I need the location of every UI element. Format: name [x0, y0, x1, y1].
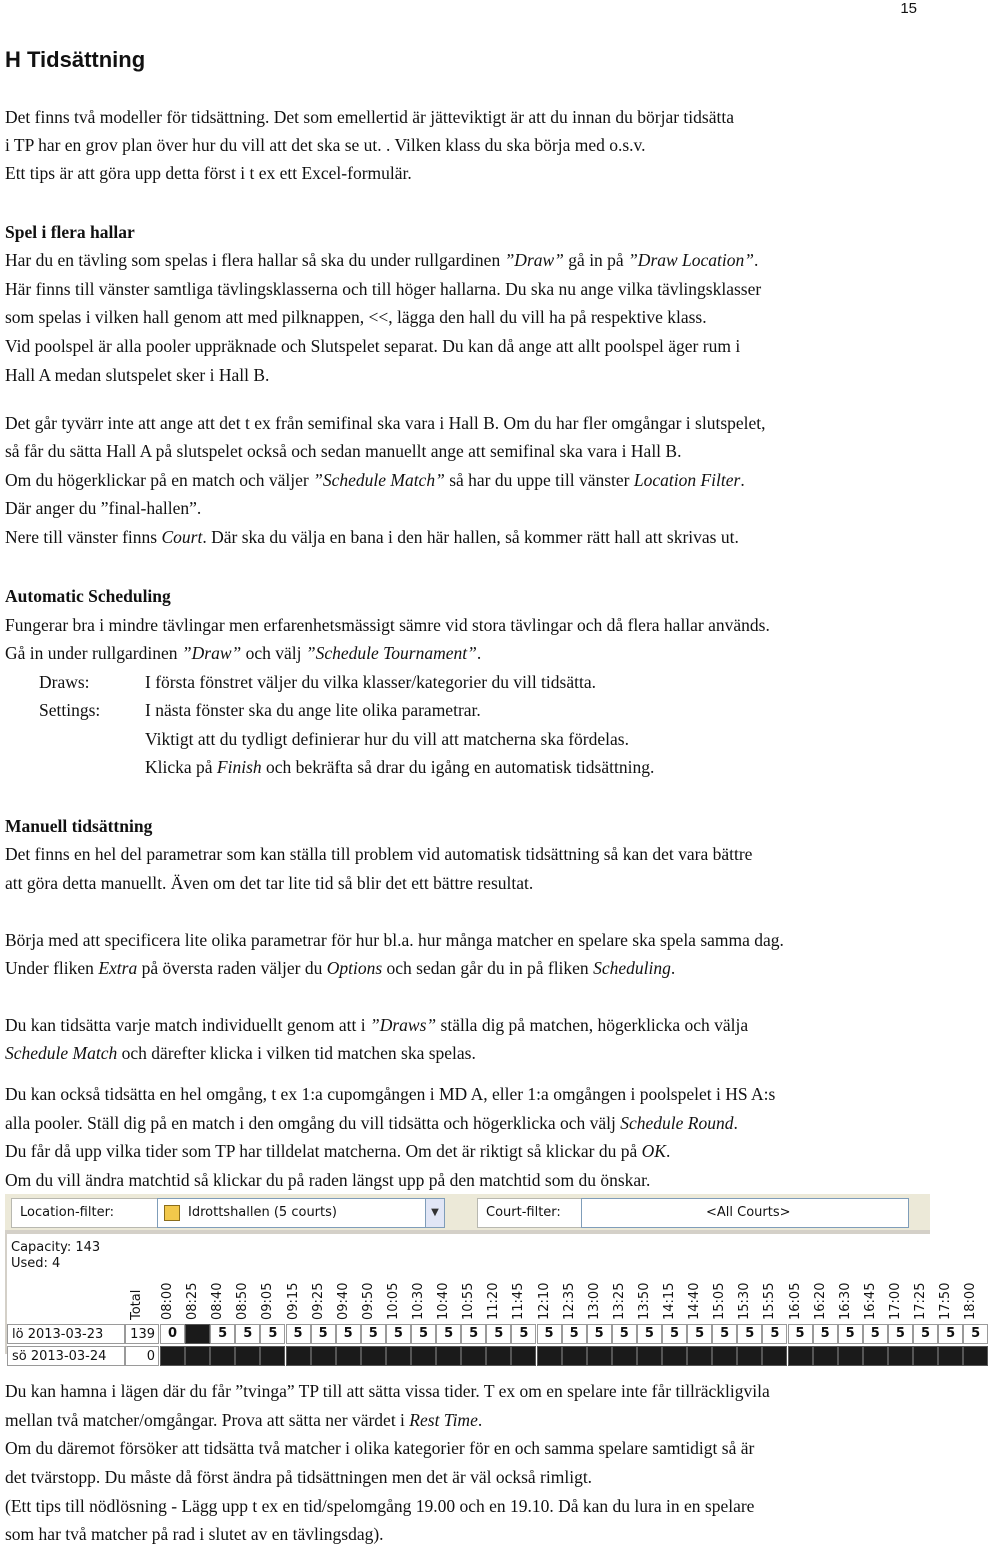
schedule-screenshot — [5, 1194, 981, 1364]
court-filter-value: <All Courts> — [706, 1205, 791, 1220]
location-filter-select[interactable] — [157, 1198, 445, 1228]
time-slot-header[interactable]: 13:00 — [586, 1282, 602, 1320]
paragraph-line: Hall A medan slutspelet sker i Hall B. — [5, 365, 270, 385]
time-slot-header[interactable]: 16:20 — [812, 1282, 828, 1320]
slot-cell[interactable] — [386, 1346, 411, 1366]
draws-tag: Draws: — [39, 672, 90, 692]
slot-cell[interactable] — [486, 1346, 511, 1366]
slot-cell[interactable]: 5 — [712, 1324, 737, 1344]
paragraph-line: Där anger du ”final-hallen”. — [5, 498, 202, 518]
time-slot-header[interactable]: 17:25 — [913, 1282, 928, 1320]
slot-cell[interactable]: 5 — [888, 1324, 913, 1344]
slot-cell[interactable]: 5 — [863, 1324, 888, 1344]
slot-cell[interactable]: 5 — [963, 1324, 988, 1344]
slot-cell[interactable] — [210, 1346, 235, 1366]
court-filter-select[interactable] — [581, 1198, 909, 1228]
court-filter-label: Court-filter: — [477, 1198, 595, 1228]
time-slot-header[interactable]: 10:40 — [436, 1282, 452, 1320]
slot-cell[interactable]: 5 — [511, 1324, 536, 1344]
time-slot-header[interactable]: 18:00 — [963, 1282, 979, 1320]
slot-cell[interactable]: 5 — [737, 1324, 762, 1344]
slot-cell[interactable]: 5 — [336, 1324, 361, 1344]
section-heading-automatic: Automatic Scheduling — [5, 586, 171, 606]
page-number: 15 — [900, 0, 917, 17]
time-slot-header[interactable]: 17:50 — [938, 1282, 954, 1320]
paragraph-line: Om du däremot försöker att tidsätta två matcher i olika kategorier för en och samma spelare samtidigt så är — [5, 1438, 755, 1458]
time-slot-header[interactable]: 16:30 — [837, 1282, 853, 1320]
paragraph-line: att göra detta manuellt. Även om det tar lite tid så blir det ett bättre resultat. — [5, 873, 534, 893]
time-slot-header[interactable]: 12:35 — [561, 1282, 577, 1320]
paragraph-line: (Ett tips till nödlösning - Lägg upp t ex en tid/spelomgång 19.00 och en 19.10. Då kan du lura in en spelare — [5, 1496, 755, 1516]
capacity-text: Capacity: 143 — [11, 1240, 101, 1255]
location-filter-label: Location-filter: — [11, 1198, 161, 1228]
slot-cell[interactable] — [637, 1346, 662, 1366]
slot-cell[interactable] — [411, 1346, 436, 1366]
slot-cell[interactable] — [938, 1346, 963, 1366]
slot-cell[interactable]: 5 — [587, 1324, 612, 1344]
intro-line-1: Det finns två modeller för tidsättning. Det som emellertid är jätteviktigt är att du innan du börjar tidsätta — [5, 107, 734, 127]
paragraph-line: Under fliken Extra på översta raden väljer du Options och sedan går du in på fliken Scheduling. — [5, 958, 676, 978]
slot-cell[interactable]: 5 — [637, 1324, 662, 1344]
paragraph-line: Vid poolspel är alla pooler uppräknade och Slutspelet separat. Du kan då ange att allt poolspel äger rum i — [5, 336, 741, 356]
time-slot-header[interactable]: 15:30 — [737, 1282, 753, 1320]
slot-cell[interactable] — [788, 1346, 813, 1366]
page-title: H Tidsättning — [5, 47, 146, 72]
paragraph-line: Gå in under rullgardinen ”Draw” och välj ”Schedule Tournament”. — [5, 643, 482, 663]
slot-cell[interactable] — [863, 1346, 888, 1366]
slot-cell[interactable]: 5 — [286, 1324, 311, 1344]
slot-cell[interactable] — [762, 1346, 787, 1366]
schedule-grid — [7, 1234, 981, 1364]
slot-cell[interactable]: 5 — [411, 1324, 436, 1344]
paragraph-line: Här finns till vänster samtliga tävlingsklasserna och till höger hallarna. Du ska nu ange vilka tävlingsklasser — [5, 279, 762, 299]
slot-cell[interactable] — [813, 1346, 838, 1366]
slot-cell[interactable]: 5 — [260, 1324, 285, 1344]
paragraph-line: Fungerar bra i mindre tävlingar men erfarenhetsmässigt sämre vid stora tävlingar och då flera hallar används. — [5, 615, 770, 635]
paragraph-line: alla pooler. Ställ dig på en match i den omgång du vill tidsätta och högerklicka och välj Schedule Round. — [5, 1113, 738, 1133]
slot-cell[interactable] — [587, 1346, 612, 1366]
slot-cell[interactable] — [160, 1346, 185, 1366]
settings-tag: Settings: — [39, 700, 101, 720]
slot-cell[interactable]: 5 — [838, 1324, 863, 1344]
time-slot-header[interactable]: 10:05 — [385, 1282, 401, 1320]
time-slot-header[interactable]: 09:05 — [260, 1282, 276, 1320]
slot-cell[interactable]: 5 — [361, 1324, 386, 1344]
slot-cell[interactable] — [888, 1346, 913, 1366]
slot-cell[interactable]: 5 — [486, 1324, 511, 1344]
slot-cell[interactable] — [286, 1346, 311, 1366]
slot-cell[interactable] — [662, 1346, 687, 1366]
location-filter-value: Idrottshallen (5 courts) — [188, 1205, 337, 1220]
slot-cell[interactable]: 5 — [436, 1324, 461, 1344]
slot-cell[interactable] — [311, 1346, 336, 1366]
time-slot-header[interactable]: 11:20 — [486, 1282, 502, 1320]
section-heading-manual: Manuell tidsättning — [5, 816, 153, 836]
time-slot-header[interactable]: 09:15 — [285, 1282, 301, 1320]
paragraph-line: mellan två matcher/omgångar. Prova att sätta ner värdet i Rest Time. — [5, 1410, 483, 1430]
capacity-info — [11, 1240, 100, 1272]
time-slot-header[interactable]: 17:00 — [887, 1282, 903, 1320]
time-slot-header[interactable]: 16:45 — [862, 1282, 878, 1320]
slot-cell[interactable] — [838, 1346, 863, 1366]
time-slot-header[interactable]: 13:50 — [636, 1282, 652, 1320]
paragraph-line: Om du vill ändra matchtid så klickar du på raden längst upp på den matchtid som du önskar. — [5, 1170, 651, 1190]
paragraph-line: Du kan också tidsätta en hel omgång, t ex 1:a cupomgången i MD A, eller 1:a omgången i poolspelet i HS A:s — [5, 1084, 776, 1104]
slot-cell[interactable] — [537, 1346, 562, 1366]
slot-cell[interactable] — [336, 1346, 361, 1366]
paragraph-line: Om du högerklickar på en match och väljer ”Schedule Match” så har du uppe till vänster Location Filter. — [5, 470, 745, 490]
slot-cell[interactable] — [361, 1346, 386, 1366]
date-row-label[interactable]: lö 2013-03-23 — [7, 1324, 125, 1344]
paragraph-line: Nere till vänster finns Court. Där ska du välja en bana i den här hallen, så kommer rätt hall att skrivas ut. — [5, 527, 739, 547]
time-slot-header[interactable]: 13:25 — [611, 1282, 627, 1320]
time-slot-header[interactable]: 08:50 — [235, 1282, 251, 1320]
slot-cell[interactable] — [963, 1346, 988, 1366]
slot-cell[interactable] — [235, 1346, 260, 1366]
slot-cell[interactable] — [185, 1324, 210, 1344]
time-slot-header[interactable]: 15:05 — [712, 1282, 728, 1320]
paragraph-line: som har två matcher på rad i slutet av en tävlingsdag). — [5, 1524, 384, 1544]
time-slot-header[interactable]: 12:10 — [536, 1282, 552, 1320]
time-slot-header[interactable]: 09:40 — [335, 1282, 351, 1320]
slot-cell[interactable] — [913, 1346, 938, 1366]
paragraph-line: Du kan tidsätta varje match individuellt genom att i ”Draws” ställa dig på matchen, högerklicka och välja — [5, 1015, 749, 1035]
paragraph-line: som spelas i vilken hall genom att med pilknappen, <<, lägga den hall du vill ha på respektive klass. — [5, 307, 707, 327]
slot-cell[interactable]: 5 — [687, 1324, 712, 1344]
time-slot-header[interactable]: 08:40 — [210, 1282, 226, 1320]
filter-bar — [5, 1194, 930, 1230]
slot-cell[interactable]: 5 — [210, 1324, 235, 1344]
time-slot-header[interactable]: 08:25 — [185, 1282, 201, 1320]
total-header: Total — [129, 1289, 144, 1320]
time-slot-header[interactable]: 09:50 — [360, 1282, 376, 1320]
paragraph-line: Det går tyvärr inte att ange att det t ex från semifinal ska vara i Hall B. Om du har fler omgångar i slutspelet, — [5, 413, 766, 433]
slot-cell[interactable]: 0 — [160, 1324, 185, 1344]
time-slot-header[interactable]: 10:55 — [461, 1282, 477, 1320]
time-slot-header[interactable]: 08:00 — [160, 1282, 175, 1320]
slot-cell[interactable]: 5 — [537, 1324, 562, 1344]
paragraph-line: Klicka på Finish och bekräfta så drar du igång en automatisk tidsättning. — [145, 757, 655, 777]
paragraph-line: Schedule Match och därefter klicka i vilken tid matchen ska spelas. — [5, 1043, 476, 1063]
slot-cell[interactable]: 5 — [311, 1324, 336, 1344]
time-slot-header[interactable]: 14:40 — [687, 1282, 703, 1320]
slot-cell[interactable]: 5 — [562, 1324, 587, 1344]
used-text: Used: 4 — [11, 1256, 61, 1271]
paragraph-line: Viktigt att du tydligt definierar hur du vill att matcherna ska fördelas. — [145, 729, 629, 749]
slot-cell[interactable]: 5 — [762, 1324, 787, 1344]
time-slot-header[interactable]: 14:15 — [662, 1282, 677, 1320]
slot-cell[interactable] — [511, 1346, 536, 1366]
date-row-label[interactable]: sö 2013-03-24 — [7, 1346, 125, 1366]
intro-line-3: Ett tips är att göra upp detta först i t ex ett Excel-formulär. — [5, 163, 412, 183]
slot-cell[interactable] — [461, 1346, 486, 1366]
chevron-down-icon[interactable]: ▼ — [425, 1199, 444, 1227]
slot-cell[interactable]: 5 — [938, 1324, 963, 1344]
slot-cell[interactable]: 5 — [386, 1324, 411, 1344]
paragraph-line: så får du sätta Hall A på slutspelet också och sedan manuellt ange att semifinal ska vara i Hall B. — [5, 441, 682, 461]
slot-cell[interactable] — [712, 1346, 737, 1366]
draws-line: Draws: I första fönstret väljer du vilka klasser/kategorier du vill tidsätta. — [39, 672, 596, 692]
slot-cell[interactable]: 5 — [662, 1324, 687, 1344]
intro-line-2: i TP har en grov plan över hur du vill att det ska se ut. . Vilken klass du ska börja med o.s.v. — [5, 135, 646, 155]
time-slot-header[interactable]: 11:45 — [511, 1282, 527, 1320]
slot-cell[interactable] — [687, 1346, 712, 1366]
time-slot-header[interactable]: 15:55 — [762, 1282, 778, 1320]
time-slot-header[interactable]: 16:05 — [787, 1282, 803, 1320]
section-heading-halls: Spel i flera hallar — [5, 222, 135, 242]
slot-cell[interactable] — [260, 1346, 285, 1366]
slot-cell[interactable] — [737, 1346, 762, 1366]
slot-cell[interactable]: 5 — [235, 1324, 260, 1344]
paragraph-line: Det finns en hel del parametrar som kan ställa till problem vid automatisk tidsättning så kan det vara bättre — [5, 844, 753, 864]
slot-cell[interactable] — [185, 1346, 210, 1366]
slot-cell[interactable]: 5 — [788, 1324, 813, 1344]
paragraph-line: det tvärstopp. Du måste då först ändra på tidsättningen men det är väl också rimligt. — [5, 1467, 593, 1487]
paragraph-line: Du kan hamna i lägen där du får ”tvinga” TP till att sätta vissa tider. T ex om en spelare inte får tillräckligvila — [5, 1381, 770, 1401]
paragraph-line: Du får då upp vilka tider som TP har tilldelat matcherna. Om det är riktigt så klickar du på OK. — [5, 1141, 671, 1161]
time-slot-header[interactable]: 09:25 — [310, 1282, 326, 1320]
time-slot-header[interactable]: 10:30 — [411, 1282, 426, 1320]
slot-cell[interactable]: 5 — [913, 1324, 938, 1344]
folder-icon — [164, 1205, 180, 1221]
paragraph-line: Börja med att specificera lite olika parametrar för hur bl.a. hur många matcher en spelare ska spela samma dag. — [5, 930, 784, 950]
slot-cell[interactable] — [562, 1346, 587, 1366]
settings-line: Settings: I nästa fönster ska du ange lite olika parametrar. — [39, 700, 481, 720]
slot-cell[interactable]: 5 — [461, 1324, 486, 1344]
date-row-total: 0 — [125, 1346, 159, 1366]
slot-cell[interactable]: 5 — [612, 1324, 637, 1344]
slot-cell[interactable] — [436, 1346, 461, 1366]
paragraph-line: Har du en tävling som spelas i flera hallar så ska du under rullgardinen ”Draw” gå in på ”Draw Location”. — [5, 250, 759, 270]
slot-cell[interactable] — [612, 1346, 637, 1366]
slot-cell[interactable]: 5 — [813, 1324, 838, 1344]
date-row-total: 139 — [125, 1324, 159, 1344]
